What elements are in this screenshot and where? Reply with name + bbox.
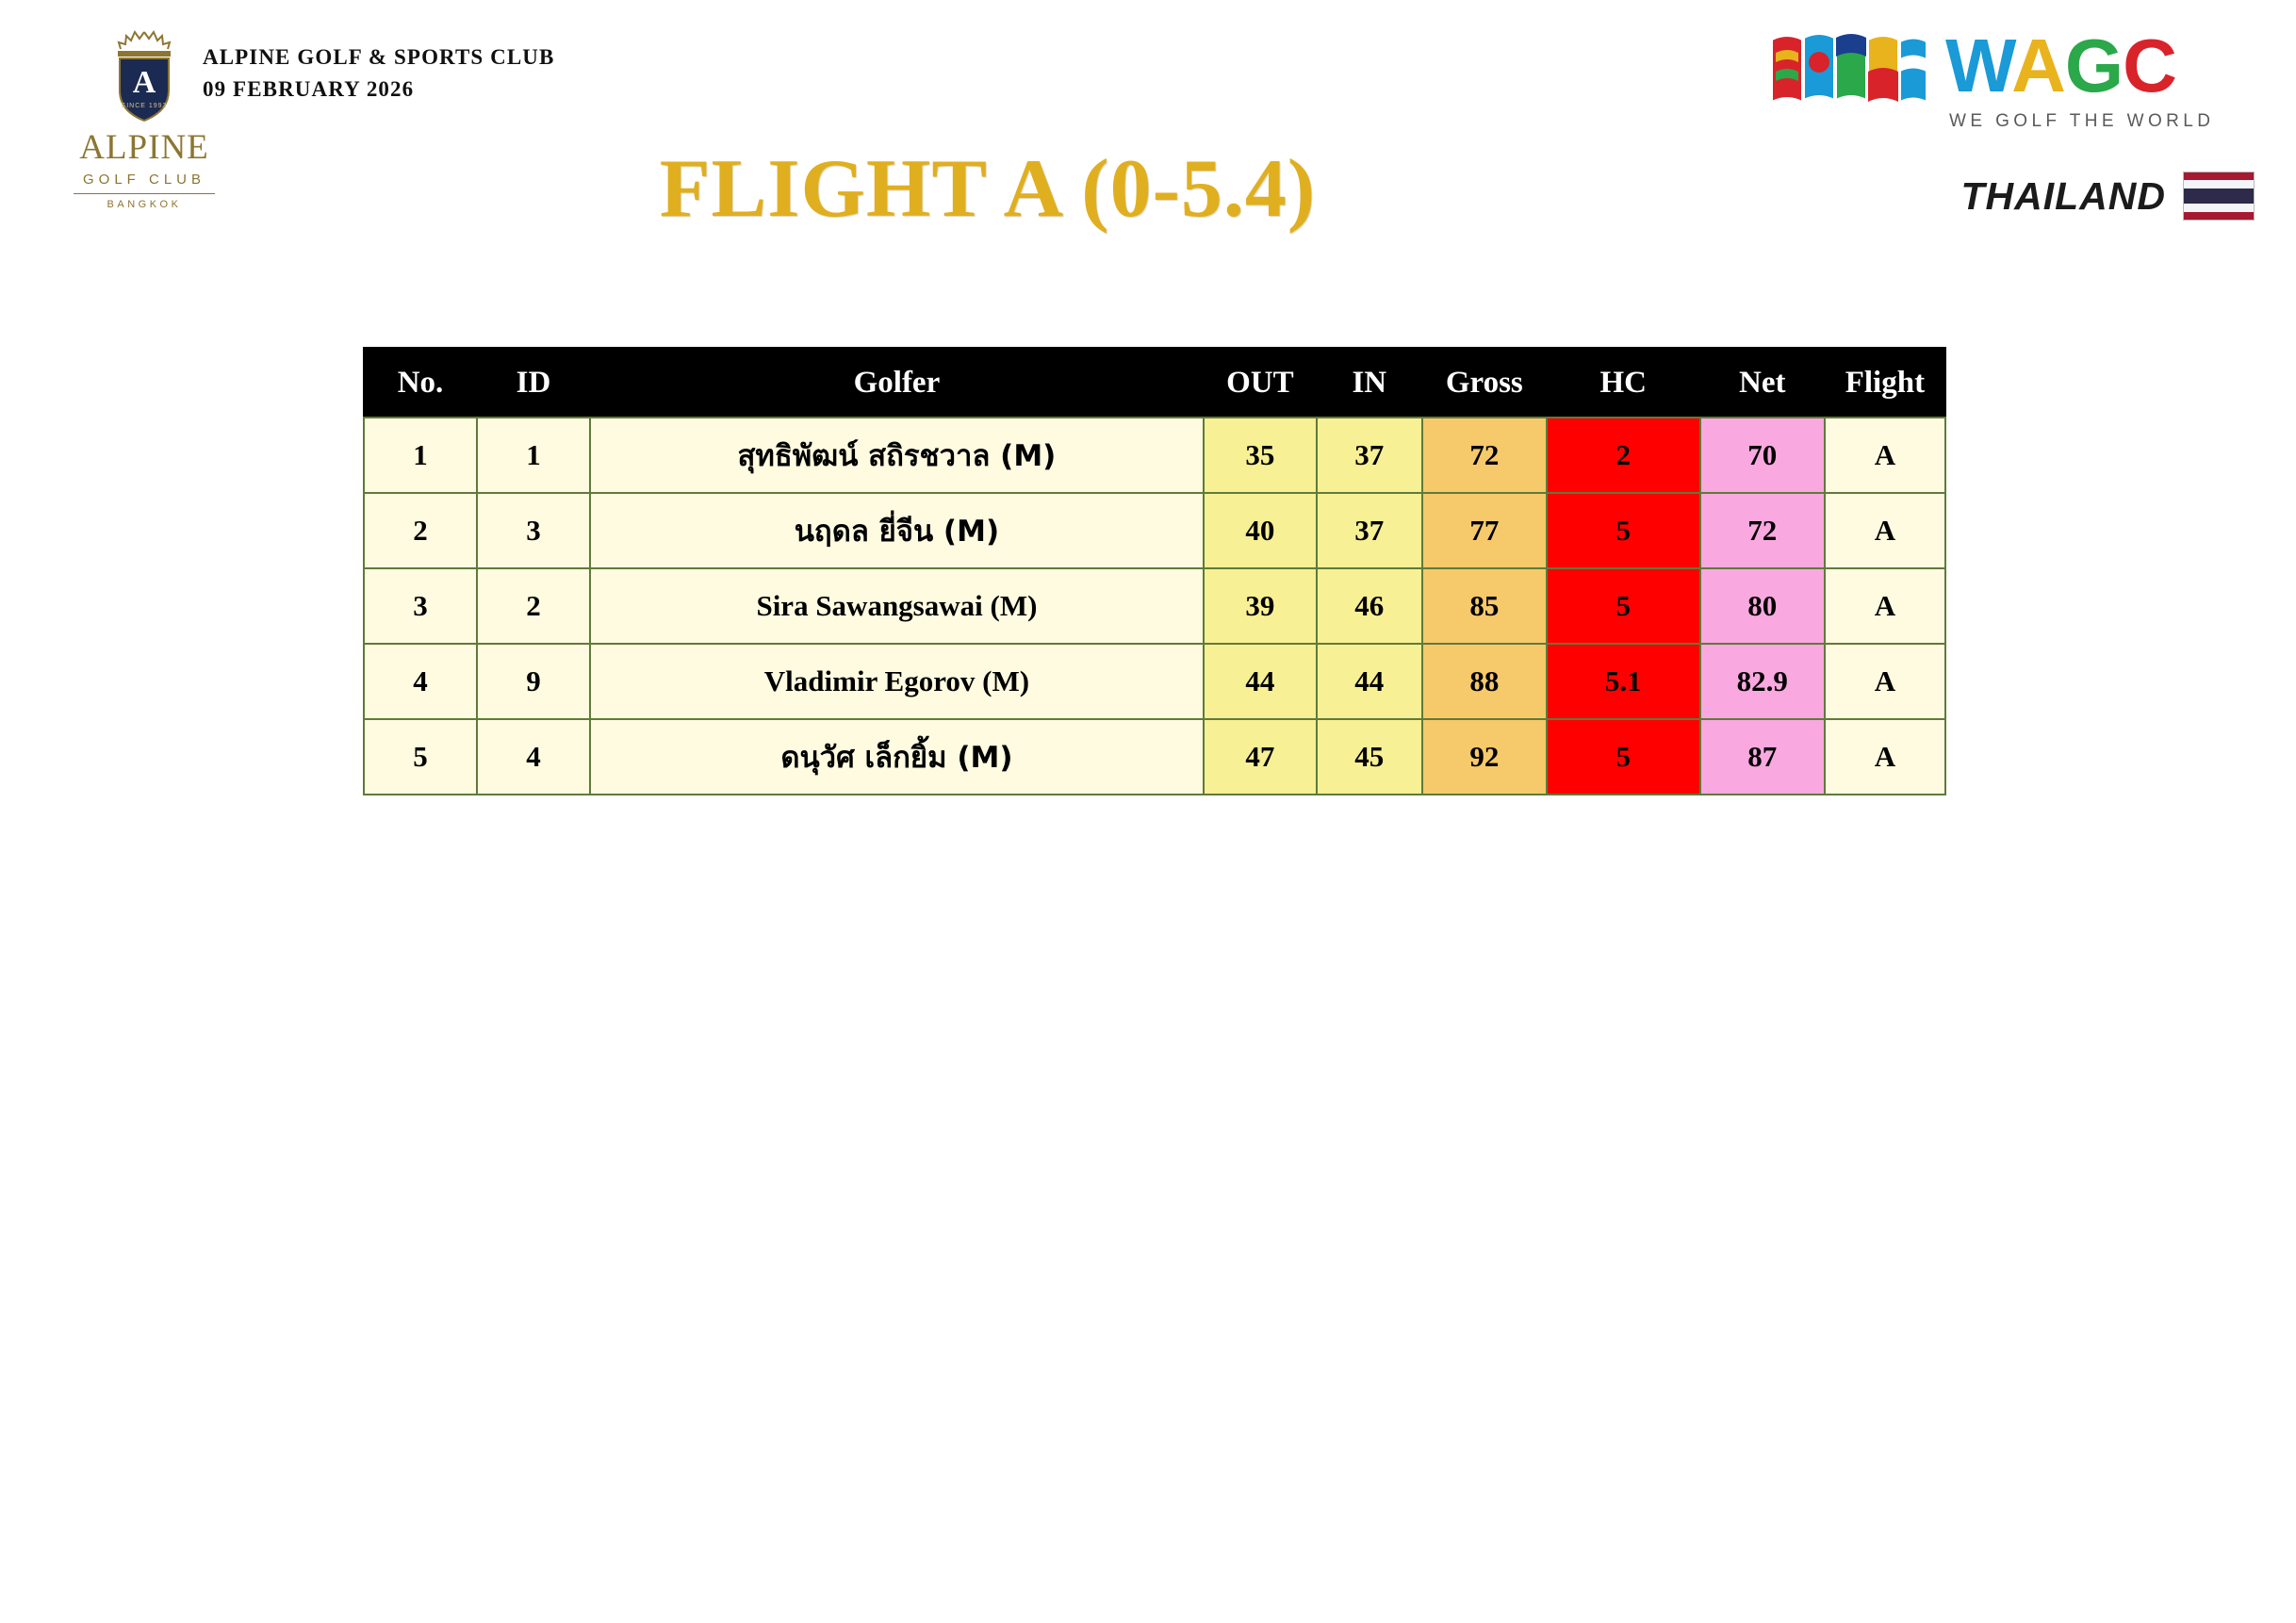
column-header-golfer: Golfer bbox=[590, 348, 1204, 418]
wagc-tagline: WE GOLF THE WORLD bbox=[1949, 111, 2215, 131]
club-name: ALPINE GOLF & SPORTS CLUB bbox=[203, 45, 555, 69]
cell-no: 4 bbox=[364, 644, 477, 719]
cell-in: 45 bbox=[1317, 719, 1422, 795]
cell-net: 72 bbox=[1700, 493, 1825, 568]
results-table-wrapper bbox=[363, 347, 1946, 795]
cell-out: 40 bbox=[1204, 493, 1317, 568]
column-header-id: ID bbox=[477, 348, 590, 418]
page-header bbox=[0, 0, 2296, 283]
cell-net: 70 bbox=[1700, 418, 1825, 493]
thailand-flag-icon bbox=[2183, 172, 2255, 221]
cell-net: 87 bbox=[1700, 719, 1825, 795]
wagc-flags-icon bbox=[1770, 30, 1928, 121]
cell-out: 35 bbox=[1204, 418, 1317, 493]
cell-id: 3 bbox=[477, 493, 590, 568]
cell-out: 39 bbox=[1204, 568, 1317, 644]
column-header-hc: HC bbox=[1547, 348, 1700, 418]
cell-hc: 2 bbox=[1547, 418, 1700, 493]
alpine-city-text: BANGKOK bbox=[107, 199, 182, 210]
cell-gross: 92 bbox=[1422, 719, 1547, 795]
cell-net: 80 bbox=[1700, 568, 1825, 644]
table-header-row bbox=[364, 348, 1945, 418]
cell-hc: 5.1 bbox=[1547, 644, 1700, 719]
cell-out: 44 bbox=[1204, 644, 1317, 719]
cell-golfer: Vladimir Egorov (M) bbox=[590, 644, 1204, 719]
table-row bbox=[364, 644, 1945, 719]
country-row bbox=[1960, 172, 2255, 221]
cell-id: 4 bbox=[477, 719, 590, 795]
cell-in: 37 bbox=[1317, 493, 1422, 568]
column-header-out: OUT bbox=[1204, 348, 1317, 418]
cell-no: 1 bbox=[364, 418, 477, 493]
cell-gross: 88 bbox=[1422, 644, 1547, 719]
cell-golfer: Sira Sawangsawai (M) bbox=[590, 568, 1204, 644]
column-header-in: IN bbox=[1317, 348, 1422, 418]
cell-out: 47 bbox=[1204, 719, 1317, 795]
cell-in: 37 bbox=[1317, 418, 1422, 493]
cell-no: 5 bbox=[364, 719, 477, 795]
cell-no: 2 bbox=[364, 493, 477, 568]
country-name: THAILAND bbox=[1960, 173, 2166, 218]
wagc-letter-w: W bbox=[1945, 24, 2012, 107]
column-header-no: No. bbox=[364, 348, 477, 418]
cell-flight: A bbox=[1825, 418, 1945, 493]
column-header-flight: Flight bbox=[1825, 348, 1945, 418]
cell-in: 44 bbox=[1317, 644, 1422, 719]
cell-gross: 85 bbox=[1422, 568, 1547, 644]
cell-flight: A bbox=[1825, 719, 1945, 795]
cell-flight: A bbox=[1825, 644, 1945, 719]
column-header-gross: Gross bbox=[1422, 348, 1547, 418]
wagc-logo bbox=[1770, 21, 2260, 219]
table-row bbox=[364, 418, 1945, 493]
wagc-letter-g: G bbox=[2064, 24, 2124, 107]
svg-text:A: A bbox=[132, 65, 156, 100]
cell-hc: 5 bbox=[1547, 493, 1700, 568]
wagc-letter-a: A bbox=[2011, 24, 2065, 107]
cell-net: 82.9 bbox=[1700, 644, 1825, 719]
alpine-sub-text: GOLF CLUB bbox=[82, 172, 206, 188]
table-row bbox=[364, 568, 1945, 644]
cell-gross: 72 bbox=[1422, 418, 1547, 493]
cell-no: 3 bbox=[364, 568, 477, 644]
alpine-brand-text: ALPINE bbox=[79, 128, 209, 167]
cell-golfer: สุทธิพัฒน์ สถิรชวาล (M) bbox=[590, 418, 1204, 493]
wagc-wordmark bbox=[1945, 24, 2176, 107]
cell-golfer: ดนุวัศ เล็กยิ้ม (M) bbox=[590, 719, 1204, 795]
alpine-crest-icon bbox=[95, 26, 193, 124]
cell-golfer: นฤดล ยี่จีน (M) bbox=[590, 493, 1204, 568]
results-table bbox=[363, 347, 1946, 795]
cell-id: 2 bbox=[477, 568, 590, 644]
cell-flight: A bbox=[1825, 568, 1945, 644]
cell-hc: 5 bbox=[1547, 719, 1700, 795]
cell-in: 46 bbox=[1317, 568, 1422, 644]
table-row bbox=[364, 493, 1945, 568]
cell-flight: A bbox=[1825, 493, 1945, 568]
table-row bbox=[364, 719, 1945, 795]
cell-id: 9 bbox=[477, 644, 590, 719]
column-header-net: Net bbox=[1700, 348, 1825, 418]
wagc-letter-c: C bbox=[2123, 24, 2176, 107]
svg-text:SINCE 1993: SINCE 1993 bbox=[121, 103, 168, 109]
event-date: 09 FEBRUARY 2026 bbox=[203, 77, 415, 101]
cell-id: 1 bbox=[477, 418, 590, 493]
cell-gross: 77 bbox=[1422, 493, 1547, 568]
cell-hc: 5 bbox=[1547, 568, 1700, 644]
page-title-text: FLIGHT A (0-5.4) bbox=[659, 143, 1317, 235]
